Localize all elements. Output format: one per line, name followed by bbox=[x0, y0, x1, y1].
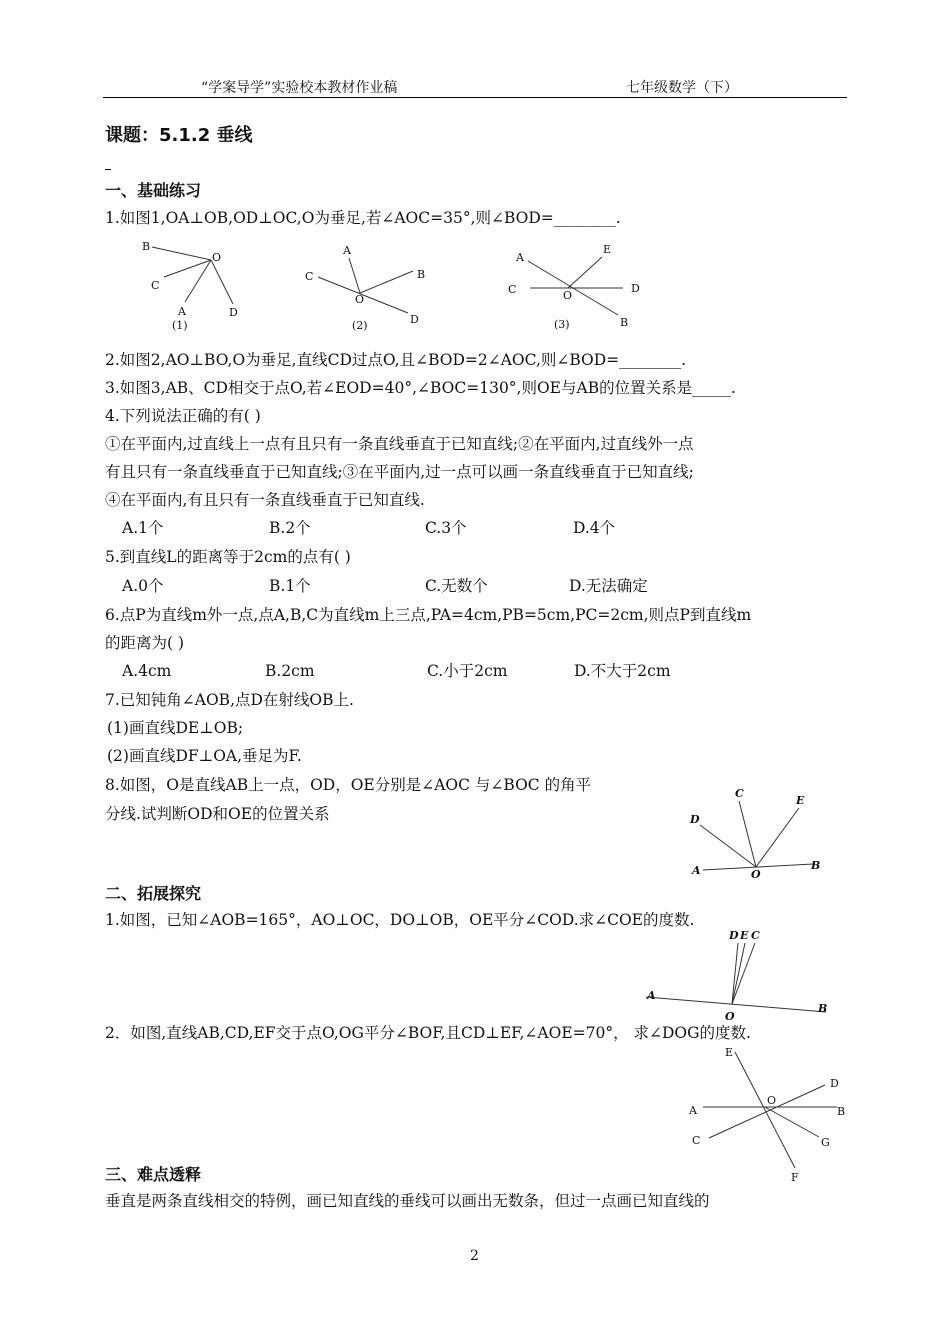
basic-q6-line1: 6.点P为直线m外一点,点A,B,C为直线m上三点,PA=4cm,PB=5cm,PC=2cm,则点P到直线m bbox=[105, 606, 752, 624]
fig8-ray-oc bbox=[739, 801, 756, 867]
fig3-label-b: B bbox=[620, 316, 629, 329]
fig1-ray-od bbox=[211, 260, 233, 304]
basic-q4-line1: ①在平面内,过直线上一点有且只有一条直线垂直于已知直线;②在平面内,过直线外一点 bbox=[105, 435, 694, 453]
fig2-label-a: A bbox=[343, 244, 351, 257]
fig8-label-c: C bbox=[735, 787, 744, 800]
fig1-caption: (1) bbox=[172, 319, 188, 332]
figure-ext2 bbox=[685, 1040, 860, 1190]
fig8-label-b: B bbox=[811, 859, 821, 872]
fig8-label-d: D bbox=[690, 813, 700, 826]
fig1-ray-ob bbox=[152, 247, 211, 260]
fig2-ray-oa bbox=[349, 258, 360, 293]
fig2-label-b: B bbox=[417, 268, 426, 281]
fig2-label-d: D bbox=[410, 313, 419, 326]
fige2-label-o: O bbox=[767, 1094, 777, 1107]
basic-q7-part1: (1)画直线DE⊥OB; bbox=[107, 719, 244, 737]
basic-q8-line1: 8.如图，O是直线AB上一点，OD，OE分别是∠AOC 与∠BOC 的角平 bbox=[105, 776, 592, 794]
q5-option-b: B.1个 bbox=[269, 577, 311, 595]
fig8-ray-od bbox=[700, 825, 756, 867]
fig1-label-o: O bbox=[212, 251, 222, 264]
q4-option-d: D.4个 bbox=[573, 519, 616, 537]
fige2-label-g: G bbox=[821, 1136, 830, 1149]
fig1-ray-oa bbox=[185, 260, 211, 302]
q5-option-c: C.无数个 bbox=[425, 577, 488, 595]
fige1-label-b: B bbox=[818, 1002, 828, 1015]
basic-q3: 3.如图3,AB、CD相交于点O,若∠EOD=40°,∠BOC=130°,则OE与AB的位置关系是_____. bbox=[105, 379, 736, 397]
fige2-ray-og bbox=[765, 1107, 819, 1137]
q4-option-a: A.1个 bbox=[122, 519, 164, 537]
ext-q2: 2．如图,直线AB,CD,EF交于点O,OG平分∠BOF,且CD⊥EF,∠AOE=70°， 求∠DOG的度数. bbox=[105, 1024, 751, 1042]
fig2-label-c: C bbox=[305, 270, 314, 283]
page-title: 课题：5.1.2 垂线 bbox=[105, 125, 253, 146]
section-extension-heading: 二、拓展探究 bbox=[105, 884, 202, 903]
fig3-label-d: D bbox=[631, 282, 640, 295]
fige2-label-d: D bbox=[830, 1077, 839, 1090]
fige2-label-b: B bbox=[837, 1105, 846, 1118]
ext-q1: 1.如图，已知∠AOB=165°，AO⊥OC，DO⊥OB，OE平分∠COD.求∠COE的度数. bbox=[105, 911, 695, 929]
q5-option-d: D.无法确定 bbox=[569, 577, 648, 595]
figure-q8 bbox=[690, 785, 830, 880]
q4-option-b: B.2个 bbox=[269, 519, 311, 537]
fig3-label-c: C bbox=[508, 283, 517, 296]
basic-q7-part2: (2)画直线DF⊥OA,垂足为F. bbox=[107, 747, 302, 765]
q6-option-c: C.小于2cm bbox=[427, 662, 508, 680]
hard-text-line1: 垂直是两条直线相交的特例，画已知直线的垂线可以画出无数条，但过一点画已知直线的 bbox=[105, 1192, 710, 1210]
header-rule bbox=[103, 97, 847, 98]
fige1-label-e: E bbox=[740, 929, 749, 942]
basic-q4: 4.下列说法正确的有( ) bbox=[105, 407, 261, 425]
fige2-label-f: F bbox=[791, 1171, 799, 1184]
q6-option-a: A.4cm bbox=[122, 662, 172, 680]
fige2-line-cd bbox=[709, 1085, 825, 1138]
basic-q1: 1.如图1,OA⊥OB,OD⊥OC,O为垂足,若∠AOC=35°,则∠BOD=________. bbox=[105, 209, 621, 227]
basic-q8-line2: 分线.试判断OD和OE的位置关系 bbox=[105, 805, 330, 823]
section-basic-heading: 一、基础练习 bbox=[105, 181, 202, 200]
section-difficulty-heading: 三、难点透释 bbox=[105, 1165, 202, 1184]
figure-3 bbox=[505, 240, 645, 335]
small-dash bbox=[105, 169, 111, 170]
header-left: “学案导学”实验校本教材作业稿 bbox=[201, 80, 398, 96]
fig2-caption: (2) bbox=[352, 319, 368, 332]
fig1-label-d: D bbox=[229, 306, 238, 319]
fig2-label-o: O bbox=[355, 293, 365, 306]
q6-option-b: B.2cm bbox=[265, 662, 315, 680]
fig3-label-e: E bbox=[603, 243, 612, 256]
fige1-label-c: C bbox=[751, 929, 760, 942]
header-right: 七年级数学（下） bbox=[626, 80, 738, 96]
basic-q5: 5.到直线L的距离等于2cm的点有( ) bbox=[105, 548, 351, 566]
fig8-ray-oe bbox=[756, 808, 799, 867]
fige2-label-c: C bbox=[692, 1134, 701, 1147]
fig8-label-o: O bbox=[751, 868, 761, 881]
fig3-label-a: A bbox=[516, 251, 524, 264]
fig1-ray-oc bbox=[164, 260, 211, 277]
fige1-label-o: O bbox=[725, 1010, 735, 1023]
fig3-ray-oe bbox=[568, 257, 602, 288]
fige2-label-e: E bbox=[725, 1046, 734, 1059]
fig2-ray-ob bbox=[360, 271, 413, 293]
basic-q2: 2.如图2,AO⊥BO,O为垂足,直线CD过点O,且∠BOD=2∠AOC,则∠BOD=________. bbox=[105, 351, 687, 369]
fig3-caption: (3) bbox=[554, 318, 570, 331]
q5-option-a: A.0个 bbox=[122, 577, 164, 595]
fig8-label-e: E bbox=[796, 794, 805, 807]
figure-2 bbox=[300, 240, 430, 335]
q4-option-c: C.3个 bbox=[425, 519, 467, 537]
fige2-label-a: A bbox=[689, 1104, 697, 1117]
figure-1 bbox=[140, 238, 250, 333]
fige1-label-a: A bbox=[647, 989, 656, 1002]
page-number: 2 bbox=[470, 1248, 479, 1264]
fige1-line-ab bbox=[646, 997, 826, 1012]
figure-ext1 bbox=[640, 925, 840, 1023]
fig8-label-a: A bbox=[692, 864, 701, 877]
fige2-line-ef bbox=[735, 1052, 795, 1168]
fig1-label-b: B bbox=[142, 240, 151, 253]
basic-q7: 7.已知钝角∠AOB,点D在射线OB上. bbox=[105, 691, 354, 709]
fig3-label-o: O bbox=[563, 289, 573, 302]
basic-q4-line3: ④在平面内,有且只有一条直线垂直于已知直线. bbox=[105, 491, 425, 509]
basic-q4-line2: 有且只有一条直线垂直于已知直线;③在平面内,过一点可以画一条直线垂直于已知直线; bbox=[105, 463, 694, 481]
fig1-label-a: A bbox=[178, 305, 186, 318]
fig1-label-c: C bbox=[151, 279, 160, 292]
q6-option-d: D.不大于2cm bbox=[574, 662, 671, 680]
basic-q6-line2: 的距离为( ) bbox=[105, 634, 185, 652]
fige1-label-d: D bbox=[729, 929, 739, 942]
